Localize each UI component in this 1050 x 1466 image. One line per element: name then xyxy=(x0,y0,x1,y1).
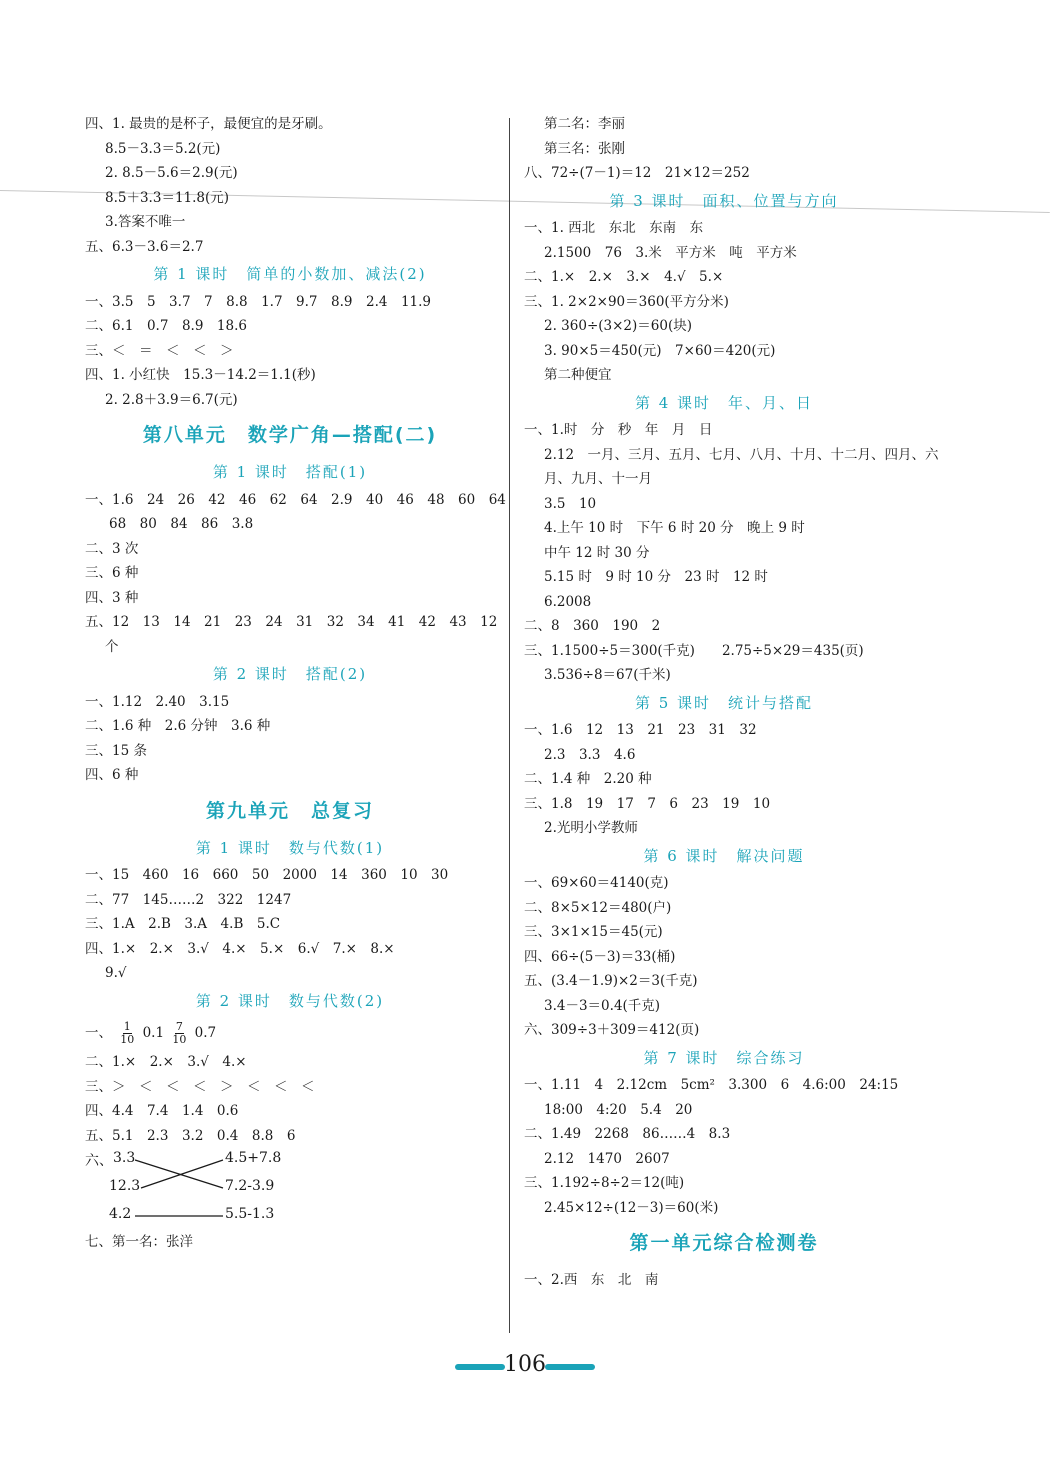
lesson-heading: 第 2 课时 搭配(2) xyxy=(212,665,368,683)
answer-line: 2. 8.5－5.6＝2.9(元) xyxy=(105,165,238,181)
answer-line: 三、＞ ＜ ＜ ＜ ＞ ＜ ＜ ＜ xyxy=(85,1078,315,1095)
answer-line: 3.5 10 xyxy=(544,495,597,512)
answer-line: 9.√ xyxy=(105,965,127,981)
answer-line: 一、1.12 2.40 3.15 xyxy=(85,693,230,710)
answer-line: 2. 360÷(3×2)＝60(块) xyxy=(544,318,692,334)
lesson-heading: 第 5 课时 统计与搭配 xyxy=(634,693,814,712)
answer-line: 三、1. 2×2×90＝360(平方分米) xyxy=(524,293,729,310)
left-column xyxy=(85,112,506,1255)
unit-heading: 第八单元 数学广角—搭配(二) xyxy=(142,424,438,446)
answer-line: 五、12 13 14 21 23 24 31 32 34 41 42 43 12 xyxy=(85,614,498,630)
answer-line: 2.12 1470 2607 xyxy=(544,1150,670,1167)
answer-line: 2.光明小学教师 xyxy=(544,820,638,836)
match-lines xyxy=(85,1148,285,1230)
answer-line: 三、6 种 xyxy=(85,565,139,581)
lesson-heading: 第 3 课时 面积、位置与方向 xyxy=(609,191,839,210)
match-right-item: 4.5+7.8 xyxy=(225,1150,282,1166)
answer-line: 二、6.1 0.7 8.9 18.6 xyxy=(85,318,247,334)
answer-line: 月、九月、十一月 xyxy=(544,471,652,487)
answer-line: 五、5.1 2.3 3.2 0.4 8.8 6 xyxy=(85,1127,296,1144)
answer-line: 一、2.西 东 北 南 xyxy=(524,1272,659,1288)
match-left-item: 12.3 xyxy=(109,1178,141,1194)
answer-line: 七、第一名：张洋 xyxy=(85,1234,193,1250)
answer-line: 二、8 360 190 2 xyxy=(524,618,661,634)
answer-line: 一、15 460 16 660 50 2000 14 360 10 30 xyxy=(85,867,449,883)
answer-line: 第三名：张刚 xyxy=(544,140,625,157)
answer-line: 四、3 种 xyxy=(85,589,139,606)
answer-line: 3. 90×5＝450(元) 7×60＝420(元) xyxy=(544,342,776,359)
lesson-heading: 第 1 课时 数与代数(1) xyxy=(195,838,385,857)
answer-line: 第二种便宜 xyxy=(544,367,612,383)
lesson-heading: 第 4 课时 年、月、日 xyxy=(634,393,814,412)
answer-line: 二、1.4 种 2.20 种 xyxy=(524,771,652,787)
answer-line: 一、1. 西北 东北 东南 东 xyxy=(524,220,704,236)
answer-line: 2.12 一月、三月、五月、七月、八月、十月、十二月、四月、六 xyxy=(544,446,939,463)
answer-line: 一、1.6 24 26 42 46 62 64 2.9 40 46 48 60 64 xyxy=(85,491,506,508)
answer-line: 一、1.6 12 13 21 23 31 32 xyxy=(524,722,757,738)
answer-line: 2.1500 76 3.米 平方米 吨 平方米 xyxy=(544,244,797,261)
answer-line: 3.4－3＝0.4(千克) xyxy=(544,997,661,1014)
lesson-heading: 第 7 课时 综合练习 xyxy=(643,1048,805,1067)
page-number-badge xyxy=(455,1352,595,1382)
answer-line: 三、1.8 19 17 7 6 23 19 10 xyxy=(524,795,771,812)
fraction-answer-line xyxy=(85,1016,495,1050)
answer-line: 一、1.11 4 2.12cm 5cm² 3.300 6 4.6:00 24:15 xyxy=(524,1077,899,1093)
match-left-item: 4.2 xyxy=(109,1206,132,1222)
answer-line: 2. 2.8＋3.9＝6.7(元) xyxy=(105,391,238,408)
answer-line: 四、1. 最贵的是杯子，最便宜的是牙刷。 xyxy=(85,116,332,132)
lesson-heading: 第 1 课时 搭配(1) xyxy=(212,463,368,481)
answer-line: 二、3 次 xyxy=(85,540,139,557)
answer-line: 五、(3.4－1.9)×2＝3(千克) xyxy=(524,973,698,989)
answer-line: 二、1.6 种 2.6 分钟 3.6 种 xyxy=(85,718,271,734)
answer-line: 二、77 145……2 322 1247 xyxy=(85,891,292,908)
answer-line: 四、1. 小红快 15.3－14.2＝1.1(秒) xyxy=(85,367,316,383)
answer-line: 中午 12 时 30 分 xyxy=(544,544,650,561)
line-prefix: 六、 xyxy=(85,1153,113,1169)
answer-line: 3.答案不唯一 xyxy=(105,214,186,230)
answer-line: 6.2008 xyxy=(544,593,592,610)
match-right-item: 7.2-3.9 xyxy=(225,1178,275,1194)
answer-line: 一、69×60＝4140(克) xyxy=(524,875,669,891)
answer-line: 二、1.× 2.× 3.× 4.√ 5.× xyxy=(524,269,724,285)
fraction xyxy=(120,1021,134,1046)
answer-value: 0.1 xyxy=(142,1025,165,1041)
answer-line: 八、72÷(7－1)＝12 21×12＝252 xyxy=(524,165,750,181)
answer-line: 四、4.4 7.4 1.4 0.6 xyxy=(85,1103,239,1119)
answer-line: 三、3×1×15＝45(元) xyxy=(524,924,663,940)
answer-line: 三、15 条 xyxy=(85,742,147,759)
answer-line: 五、6.3－3.6＝2.7 xyxy=(85,238,204,255)
answer-line: 二、1.× 2.× 3.√ 4.× xyxy=(85,1054,247,1070)
unit-heading: 第一单元综合检测卷 xyxy=(629,1232,819,1254)
line-prefix: 一、 xyxy=(85,1025,112,1041)
answer-line: 3.536÷8＝67(千米) xyxy=(544,667,671,683)
answer-line: 三、1.1500÷5＝300(千克) 2.75÷5×29＝435(页) xyxy=(524,642,864,659)
answer-line: 2.3 3.3 4.6 xyxy=(544,746,636,763)
fraction-numerator: 1 xyxy=(123,1020,131,1033)
answer-line: 4.上午 10 时 下午 6 时 20 分 晚上 9 时 xyxy=(544,520,805,536)
match-left-item: 3.3 xyxy=(113,1150,136,1166)
answer-line: 二、1.49 2268 86……4 8.3 xyxy=(524,1126,731,1142)
fraction xyxy=(172,1021,186,1046)
answer-line: 二、8×5×12＝480(户) xyxy=(524,899,672,916)
answer-line: 个 xyxy=(105,638,119,655)
answer-line: 六、309÷3＋309＝412(页) xyxy=(524,1022,700,1038)
answer-line: 三、＜ ＝ ＜ ＜ ＞ xyxy=(85,342,234,359)
answer-line: 一、1.时 分 秒 年 月 日 xyxy=(524,422,713,438)
answer-line: 四、6 种 xyxy=(85,767,139,783)
answer-line: 三、1.A 2.B 3.A 4.B 5.C xyxy=(85,916,281,932)
answer-line: 8.5＋3.3＝11.8(元) xyxy=(105,189,230,206)
column-divider xyxy=(509,118,510,1333)
answer-line: 68 80 84 86 3.8 xyxy=(109,516,254,532)
answer-line: 四、1.× 2.× 3.√ 4.× 5.× 6.√ 7.× 8.× xyxy=(85,940,395,957)
fraction-denominator: 10 xyxy=(172,1033,187,1046)
lesson-heading: 第 2 课时 数与代数(2) xyxy=(195,991,385,1010)
answer-line: 三、1.192÷8÷2＝12(吨) xyxy=(524,1175,685,1191)
answer-line: 四、66÷(5－3)＝33(桶) xyxy=(524,948,676,965)
page-number: 106 xyxy=(504,1352,546,1377)
answer-line: 第二名：李丽 xyxy=(544,116,625,132)
match-right-item: 5.5-1.3 xyxy=(225,1206,275,1222)
answer-line: 一、3.5 5 3.7 7 8.8 1.7 9.7 8.9 2.4 11.9 xyxy=(85,293,432,310)
fraction-numerator: 7 xyxy=(175,1020,183,1033)
unit-heading: 第九单元 总复习 xyxy=(205,799,374,822)
answer-line: 18:00 4:20 5.4 20 xyxy=(544,1101,693,1118)
answer-value: 0.7 xyxy=(194,1025,217,1041)
answer-line: 8.5－3.3＝5.2(元) xyxy=(105,140,221,157)
answer-line: 2.45×12÷(12－3)＝60(米) xyxy=(544,1199,719,1216)
answer-line: 5.15 时 9 时 10 分 23 时 12 时 xyxy=(544,569,768,585)
lesson-heading: 第 1 课时 简单的小数加、减法(2) xyxy=(153,265,427,283)
fraction-denominator: 10 xyxy=(120,1033,135,1046)
lesson-heading: 第 6 课时 解决问题 xyxy=(643,846,805,865)
right-column xyxy=(524,112,939,1293)
matching-exercise xyxy=(85,1148,495,1230)
